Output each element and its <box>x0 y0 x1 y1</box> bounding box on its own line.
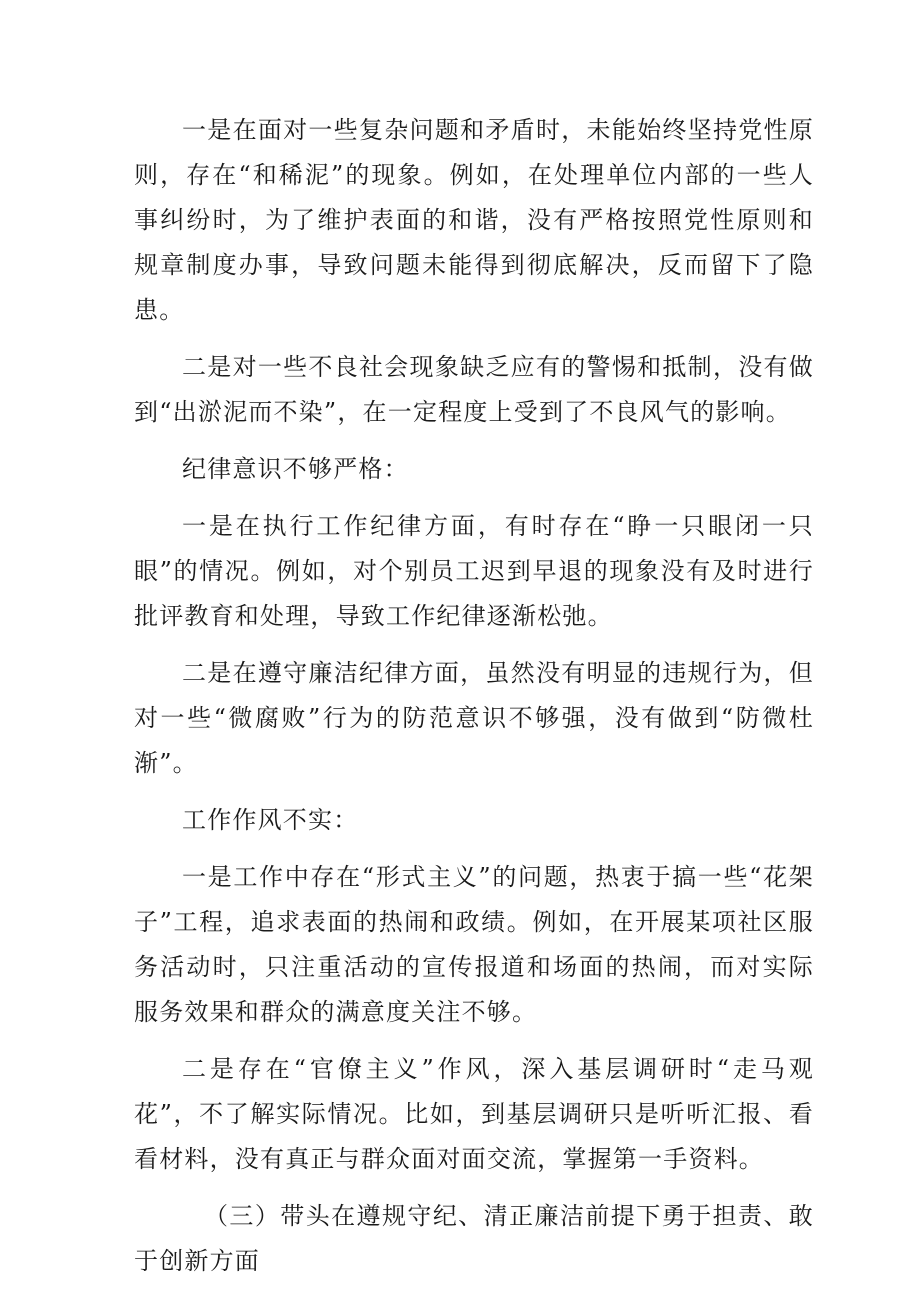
section-label-work-style: 工作作风不实： <box>182 806 359 834</box>
paragraph-5: 一是工作中存在“形式主义”的问题，热衷于搞一些“花架子”工程，追求表面的热闹和政绩。例如，在开展某项社区服务活动时，只注重活动的宣传报道和场面的热闹，而对实际服务效果和群众的满意度关注不够。 <box>134 863 814 1026</box>
paragraph-4: 二是在遵守廉洁纪律方面，虽然没有明显的违规行为，但对一些“微腐败”行为的防范意识不够强，没有做到“防微杜渐”。 <box>134 659 814 777</box>
document-body <box>134 108 814 1296</box>
section-label-discipline: 纪律意识不够严格： <box>182 455 409 483</box>
paragraph-1: 一是在面对一些复杂问题和矛盾时，未能始终坚持党性原则，存在“和稀泥”的现象。例如，在处理单位内部的一些人事纠纷时，为了维护表面的和谐，没有严格按照党性原则和规章制度办事，导致问题未能得到彻底解决，反而留下了隐患。 <box>134 116 814 324</box>
section-heading-3: （三）带头在遵规守纪、清正廉洁前提下勇于担责、敢于创新方面 <box>134 1202 814 1275</box>
paragraph-6: 二是存在“官僚主义”作风，深入基层调研时“走马观花”，不了解实际情况。比如，到基层调研只是听听汇报、看看材料，没有真正与群众面对面交流，掌握第一手资料。 <box>134 1055 814 1173</box>
paragraph-3: 一是在执行工作纪律方面，有时存在“睁一只眼闭一只眼”的情况。例如，对个别员工迟到早退的现象没有及时进行批评教育和处理，导致工作纪律逐渐松弛。 <box>134 512 814 630</box>
paragraph-2: 二是对一些不良社会现象缺乏应有的警惕和抵制，没有做到“出淤泥而不染”，在一定程度上受到了不良风气的影响。 <box>134 353 814 426</box>
